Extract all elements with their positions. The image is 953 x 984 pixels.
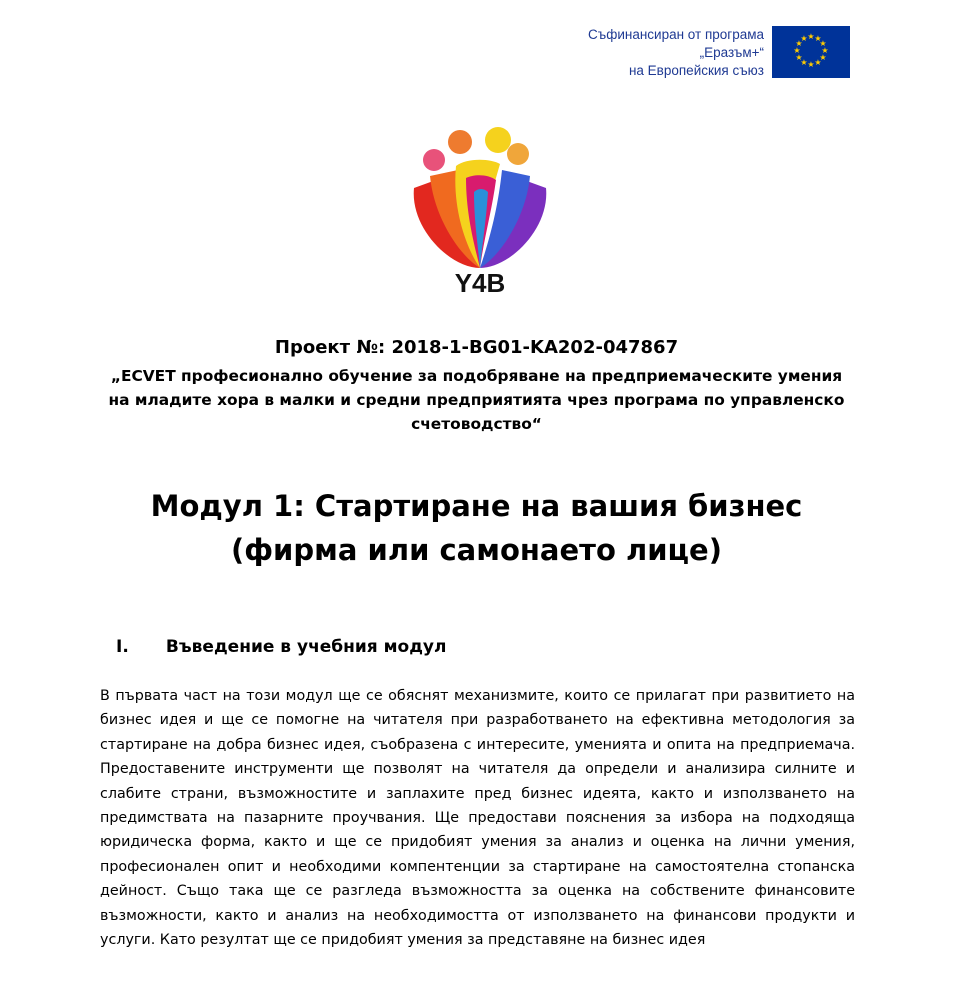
- svg-text:★: ★: [800, 34, 808, 43]
- svg-text:★: ★: [807, 60, 815, 69]
- project-number: Проект №: 2018-1-BG01-KA202-047867: [274, 337, 679, 358]
- eu-cofunding-banner: [520, 14, 855, 92]
- body-paragraph: В първата част на този модул ще се обяснят механизмите, които се прилагат при развитието на бизнес идея и ще се помогне на читателя при разработването на ефективна методология за стартиране на добра бизнес идея, съобразена с интересите, уменията и опита на предприемача. Предоставените инструменти ще позволят на читателя да определи и анализира силните и слабите страни, възможностите и заплахите пред бизнес идеята, както и използването на предимствата на пазарните проучвания. Ще предостави пояснения за избора на подходяща юридическа форма, както и ще се придобият умения за анализ и оценка на лични умения, професионален опит и необходими компентенции за стартиране на самостоятелна стопанска дейност. Също така ще се разгледа възможността за оценка на собствените финансовите възможности, както и анализ на необходимостта от използването на финансови продукти и услуги. Като резултат ще се придобият умения за представяне на бизнес идея: [100, 688, 855, 949]
- svg-text:★: ★: [819, 53, 827, 62]
- svg-text:★: ★: [793, 46, 801, 55]
- y4b-flower-logo-icon: [400, 118, 560, 268]
- section-heading: [116, 634, 816, 660]
- svg-text:★: ★: [795, 53, 803, 62]
- section-title: Въведение в учебния модул: [165, 637, 447, 657]
- module-title-line1: Модул 1: Стартиране на вашия бизнес: [150, 489, 803, 523]
- logo-text: Y4B: [454, 268, 506, 298]
- svg-text:★: ★: [800, 58, 808, 67]
- svg-text:★: ★: [819, 39, 827, 48]
- module-title-line2: (фирма или самонаето лице): [231, 533, 722, 567]
- eu-text-line2: „Еразъм+“: [699, 45, 764, 60]
- svg-text:★: ★: [821, 46, 829, 55]
- y4b-logo: [400, 118, 560, 308]
- svg-text:★: ★: [814, 58, 822, 67]
- eu-stars-icon: [772, 26, 850, 78]
- eu-cofunding-text: [552, 26, 764, 80]
- project-title: „ECVET професионално обучение за подобряване на предприемаческите умения на младите хора в малки и средни предприятията чрез програма по управленско счетоводство“: [108, 367, 845, 433]
- module-title: [0, 484, 953, 572]
- section-number: I.: [116, 637, 129, 657]
- svg-text:★: ★: [814, 34, 822, 43]
- svg-text:★: ★: [795, 39, 803, 48]
- eu-flag-icon: [772, 26, 850, 78]
- svg-text:★: ★: [807, 32, 815, 41]
- eu-text-line3: на Европейския съюз: [628, 63, 764, 78]
- body-text: [100, 684, 855, 952]
- eu-text-line1: Съфинансиран от програма: [588, 27, 764, 42]
